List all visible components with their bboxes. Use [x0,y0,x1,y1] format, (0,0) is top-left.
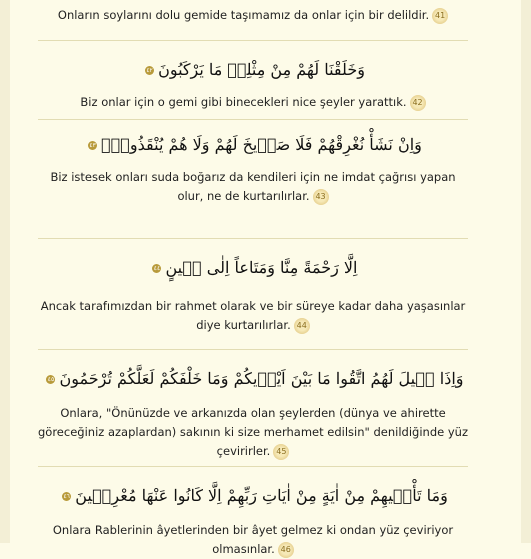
verse-44-arabic-text: اِلَّا رَحْمَةً مِنَّا وَمَتَاعاً اِلٰى حٖينٍ [165,258,358,277]
verse-43-arabic-text: وَاِنْ نَشَأْ نُغْرِقْهُمْ فَلَا صَرٖيخَ لَهُمْ وَلَا هُمْ يُنْقَذُونَۙ [101,135,422,154]
verse-44-text: Ancak tarafımızdan bir rahmet olarak ve bir süreye kadar daha yaşasınlar diye kurtarılırlar. [40,299,466,332]
verse-list [38,0,468,556]
verse-46-text: Onlara Rablerinin âyetlerinden bir âyet gelmez ki ondan yüz çeviriyor olmasınlar. [52,523,454,556]
verse-number-45-badge: 45 [273,444,289,460]
verse-42-text: Biz onlar için o gemi gibi binecekleri nice şeyler yarattık. [80,95,407,109]
arabic-verse-marker-icon: ٤٢ [146,67,153,74]
arabic-verse-marker-icon: ٤٣ [89,142,96,149]
left-margin [0,0,10,543]
arabic-verse-marker-icon: ٤٥ [47,376,55,383]
verse-46-arabic [38,467,468,507]
verse-43-translation [38,168,468,206]
verse-46 [38,467,468,556]
verse-43-text: Biz istesek onları suda boğarız da kendileri için ne imdat çağrısı yapan olur, ne de kurtarılırlar. [50,170,456,203]
verse-41-translation [38,6,468,25]
verse-number-46-badge: 46 [278,542,294,558]
verse-45 [38,350,468,460]
verse-42-arabic-text: وَخَلَقْنَا لَهُمْ مِنْ مِثْلِهٖ مَا يَرْكَبُونَ [158,60,365,79]
verse-number-41-badge: 41 [432,8,448,24]
verse-number-43-badge: 43 [313,189,329,205]
verse-43-arabic [38,120,468,156]
verse-46-arabic-text: وَمَا تَأْتٖيهِمْ مِنْ اٰيَةٍ مِنْ اٰيَاتِ رَبِّهِمْ اِلَّا كَانُوا عَنْهَا مُعْرِضٖينَ [75,486,448,505]
verse-44-arabic [38,239,468,279]
verse-41-text: Onların soylarını dolu gemide taşımamız da onlar için bir delildir. [57,8,430,22]
verse-45-arabic [38,350,468,390]
arabic-verse-marker-icon: ٤٤ [153,265,161,272]
verse-number-42-badge: 42 [410,95,426,111]
verse-45-text: Onlara, "Önünüzde ve arkanızda olan şeylerden (dünya ve ahirette göreceğiniz azaplardan) sakının ki size merhamet edilsin" denildiğinde yüz çevirirler. [38,406,468,458]
verse-46-translation [38,521,468,559]
right-margin [521,0,531,543]
verse-41 [38,0,468,40]
verse-42-arabic [38,41,468,81]
verse-43 [38,120,468,234]
verse-number-44-badge: 44 [294,318,310,334]
verse-45-translation [38,404,468,461]
verse-44-translation [38,297,468,335]
verse-44 [38,239,468,345]
arabic-verse-marker-icon: ٤٦ [63,493,70,500]
verse-42 [38,41,468,115]
verse-42-translation [38,93,468,112]
verse-45-arabic-text: وَاِذَا قٖيلَ لَهُمُ اتَّقُوا مَا بَيْنَ اَيْدٖيكُمْ وَمَا خَلْفَكُمْ لَعَلَّكُمْ تُرْحَمُونَ [59,369,464,388]
